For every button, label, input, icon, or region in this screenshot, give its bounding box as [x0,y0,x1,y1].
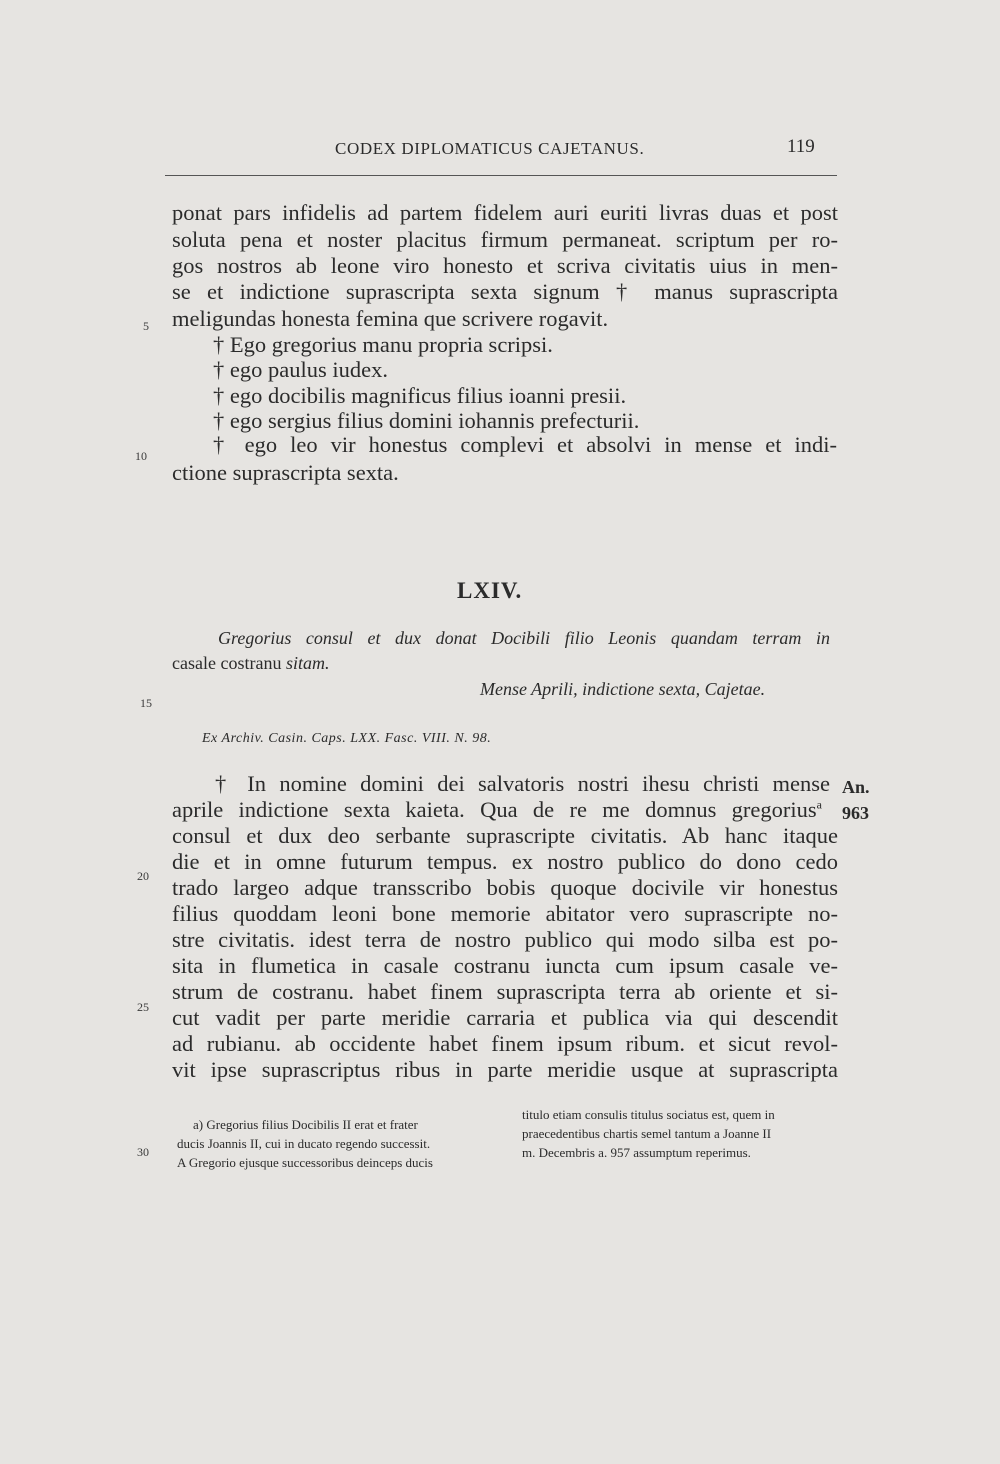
footnote-right-line: m. Decembris a. 957 assumptum reperimus. [522,1145,751,1160]
text-line: ad rubianu. ab occidente habet finem ipsum ribum. et sicut revol- [172,1031,838,1056]
line-number: 30 [137,1145,149,1159]
text-line: se et indictione suprascripta sexta signum † manus suprascripta [172,279,838,304]
document-summary-cont [172,653,329,674]
text-line: trado largeo adque transscribo bobis quoque docivile vir honestus [172,875,838,900]
text-line-with-note [172,797,822,823]
header-rule [165,175,837,176]
page-number: 119 [787,136,815,157]
text-line: filius quoddam leoni bone memorie abitator vero suprascripte no- [172,901,838,926]
subscription-line: † Ego gregorius manu propria scripsi. [213,332,553,357]
document-date: Mense Aprili, indictione sexta, Cajetae. [480,679,766,699]
margin-year-note [842,774,870,826]
footnote-left-line: ducis Joannis II, cui in ducato regendo successit. [177,1136,431,1151]
text-line: sita in flumetica in casale costranu iuncta cum ipsum casale ve- [172,953,838,978]
text-line: † In nomine domini dei salvatoris nostri ihesu christi mense [215,771,830,796]
document-number-heading: LXIV. [457,578,523,603]
text-line: ctione suprascripta sexta. [172,460,399,485]
text-line: soluta pena et noster placitus firmum permaneat. scriptum per ro- [172,227,838,252]
text-line: cut vadit per parte meridie carraria et publica via qui descendit [172,1005,838,1030]
subscription-line: † ego paulus iudex. [213,357,388,382]
subscription-line: † ego docibilis magnificus filius ioanni presii. [213,383,627,408]
footnote-left-line: A Gregorio ejusque successoribus deinceps ducis [177,1155,433,1170]
margin-label: An. [842,777,870,797]
subscription-line: † ego sergius filius domini iohannis prefecturii. [213,408,640,433]
line-number: 5 [143,319,149,333]
summary-italic: sitam. [285,653,330,673]
subscription-line: † ego leo vir honestus complevi et absolvi in mense et indi- [213,432,837,457]
text-line: strum de costranu. habet finem suprascripta terra ab oriente et si- [172,979,838,1004]
summary-plain: casale costranu [172,653,286,673]
line-number: 10 [135,449,147,463]
footnote-right-line: praecedentibus chartis semel tantum a Joanne II [522,1126,772,1141]
text-line: consul et dux deo serbante suprascripte civitatis. Ab hanc itaque [172,823,838,848]
text-line: meligundas honesta femina que scrivere rogavit. [172,306,609,331]
margin-year: 963 [842,803,869,823]
document-summary: Gregorius consul et dux donat Docibili filio Leonis quandam terram in [218,628,830,648]
text-segment: aprile indictione sexta kaieta. Qua de re me domnus gregorius [172,797,817,822]
footnote-marker: a [816,797,822,812]
archival-source: Ex Archiv. Casin. Caps. LXX. Fasc. VIII. N. 98. [202,731,492,746]
text-line: gos nostros ab leone viro honesto et scriva civitatis uius in men- [172,253,838,278]
text-line: stre civitatis. idest terra de nostro publico qui modo silba est po- [172,927,838,952]
text-line: ponat pars infidelis ad partem fidelem auri euriti livras duas et post [172,200,838,225]
running-header-title: CODEX DIPLOMATICUS CAJETANUS. [335,139,645,158]
line-number: 20 [137,869,149,883]
text-line: die et in omne futurum tempus. ex nostro publico do dono cedo [172,849,838,874]
line-number: 15 [140,696,152,710]
line-number: 25 [137,1000,149,1014]
footnote-right-line: titulo etiam consulis titulus sociatus est, quem in [522,1107,775,1122]
footnote-left-line: a) Gregorius filius Docibilis II erat et frater [193,1117,418,1132]
text-line: vit ipse suprascriptus ribus in parte meridie usque at suprascripta [172,1057,838,1082]
